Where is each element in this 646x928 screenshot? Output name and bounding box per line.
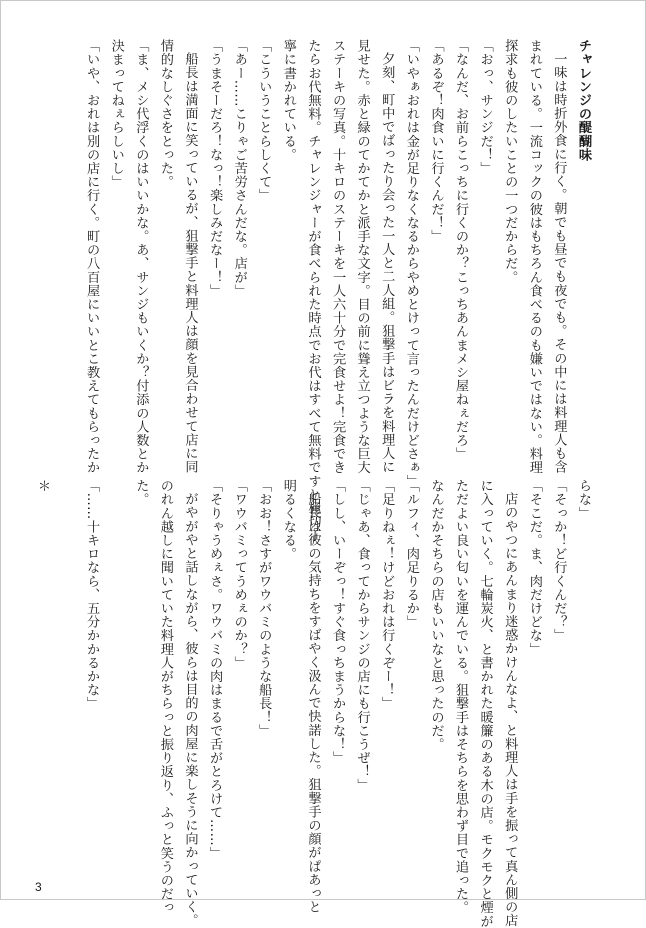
text-line: 明るくなる。 <box>280 479 296 561</box>
text-line: 「あー……こりゃご苦労さんだな。店が」 <box>231 39 247 298</box>
text-line: 見せた。赤と緑のてかてかと派手な文字。目の前に聳え立つような巨大 <box>354 39 370 475</box>
text-line: 「うまそーだろ！なっ！楽しみだなー！」 <box>207 39 223 298</box>
text-line: 船長は彼の気持ちをすばやく汲んで快諾した。狙撃手の顔がぱあっと <box>305 492 321 914</box>
text-line: のれん越しに聞いていた料理人がちらっと振り返り、ふっと笑うのだっ <box>157 479 173 915</box>
text-line: 「そっか！ど行くんだ？」 <box>551 479 567 643</box>
text-line: 「こういうことらしくて」 <box>256 39 272 203</box>
text-line: 「ま、メシ代浮くのはいいかな。あ、サンジもいくか？付添の人数とか <box>133 39 149 475</box>
text-line: ただよい良い匂いを運んでいる。狙撃手はそちらを思わず目で追った。 <box>453 479 469 915</box>
lower-text-block <box>29 479 595 928</box>
page-number: 3 <box>35 880 42 894</box>
text-line: 寧に書かれている。 <box>280 39 296 162</box>
text-line: 情的なしぐさをとった。 <box>157 39 173 189</box>
text-line: 決まってねぇらしいし」 <box>108 39 124 189</box>
text-line: 「そりゃうめぇさ。ワウバミの肉はまるで舌がとろけて……」 <box>207 479 223 860</box>
text-line: らな」 <box>576 479 591 520</box>
text-line: た。 <box>133 479 149 507</box>
text-line: 「おお！さすがワウバミのような船長！」 <box>256 479 272 738</box>
text-line: 店のやつにあんまり迷惑かけんなよ、と料理人は手を振って真ん側の店 <box>502 492 518 928</box>
blank-line <box>54 479 79 879</box>
text-line: 「そこだ。ま、肉だけどな」 <box>526 479 542 656</box>
text-line: 「おっ、サンジだ！」 <box>477 39 493 175</box>
text-line: 「あるぞ！肉食いに行くんだ！」 <box>428 39 444 243</box>
text-line: がやがやと話しながら、彼らは目的の肉屋に楽しそうに向かっていく。 <box>182 492 198 928</box>
text-line: ＊ <box>34 479 50 493</box>
text-line: たらお代無料。チャレンジャーが食べられた時点でお代はすべて無料ですと極切丁 <box>305 39 321 543</box>
text-line: 「なんだ、お前らこっちに行くのか？こっちあんまメシ屋ねぇだろ」 <box>453 39 469 461</box>
text-line: 「ルフィ、肉足りるか」 <box>403 479 419 629</box>
blank-line <box>103 479 128 879</box>
text-line: 「ワウバミってうめぇのか？」 <box>231 479 247 670</box>
text-line: 「しし、いーぞっ！すぐ食っちまうからな！」 <box>330 479 346 765</box>
text-line: 「足りねぇ！けどおれは行くぞー！」 <box>379 479 395 711</box>
text-line: ステーキの写真。十キロのステーキを一人六十分で完食せよ！完食でき <box>330 39 346 475</box>
text-line: 「いやぁおれは金が足りなくなるからやめとけって言ったんだけどさぁ」 <box>403 39 419 488</box>
text-line: に入っていく。七輪炭火、と書かれた暖簾のある木の店。モクモクと煙が <box>477 479 493 928</box>
text-line: まれている。一流コックの彼はもちろん食べるのも嫌いではない。料理 <box>526 39 542 475</box>
text-line: 「じゃあ、食ってからサンジの店にも行こうぜ！」 <box>354 479 370 792</box>
text-line: 一味は時折外食に行く。朝でも昼でも夜でも。その中には料理人も含 <box>551 52 567 474</box>
text-line: 夕刻、町中でばったり会った一人と二人組。狙撃手はビラを料理人に <box>379 52 395 474</box>
text-line: なんだかそちらの店もいいなと思ったのだ。 <box>428 479 444 751</box>
section-title: チャレンジの醍醐味 <box>576 39 591 162</box>
text-line: 探求も彼のしたいことの一つだからだ。 <box>502 39 518 284</box>
text-line: 「……十キロなら、五分かかるかな」 <box>84 479 100 711</box>
text-line: 船長は満面に笑っているが、狙撃手と料理人は顔を見合わせて店に同 <box>182 52 198 474</box>
text-line: 「いや、おれは別の店に行く。町の八百屋にいいとこ教えてもらったか <box>84 39 100 475</box>
